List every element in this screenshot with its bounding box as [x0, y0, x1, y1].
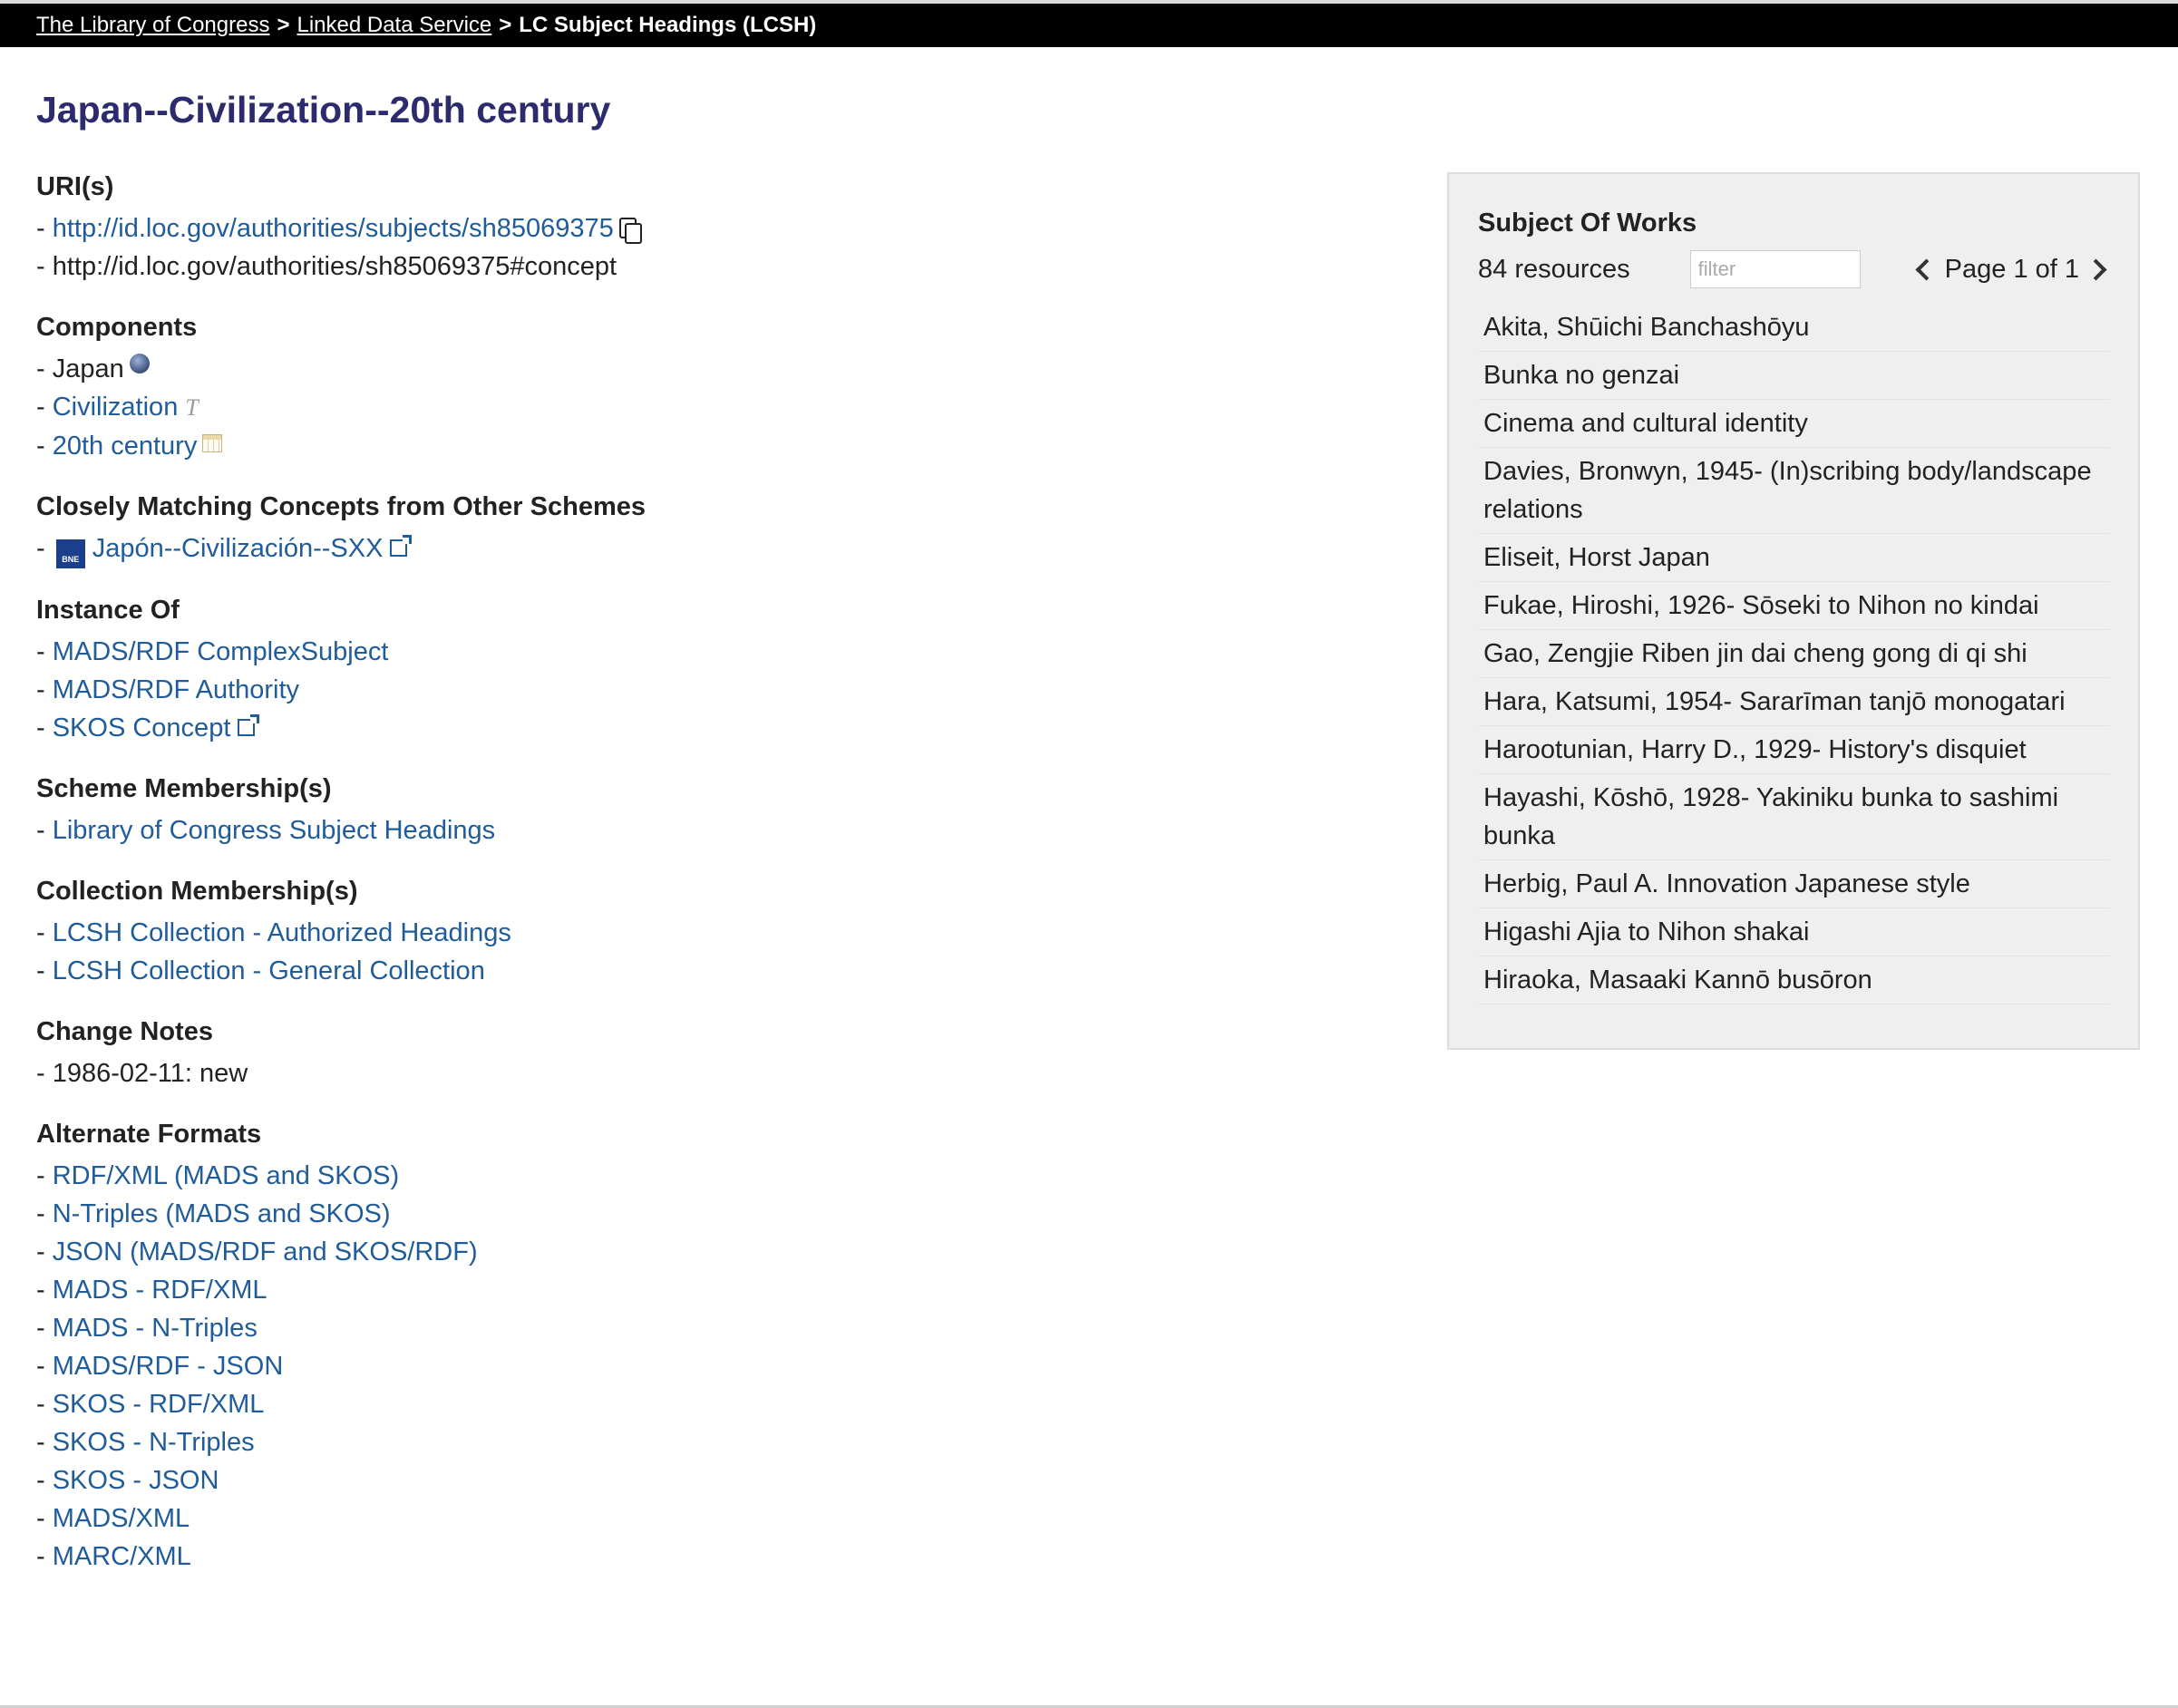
external-link-icon[interactable]	[390, 539, 407, 557]
breadcrumb	[0, 0, 2178, 47]
list-item[interactable]: Harootunian, Harry D., 1929- History's disquiet	[1478, 726, 2109, 774]
component-row: - Civilization T	[36, 388, 1378, 427]
list-item[interactable]: Higashi Ajia to Nihon shakai	[1478, 908, 2109, 956]
change-notes-section	[36, 1017, 1378, 1092]
instance-of-heading: Instance Of	[36, 596, 180, 626]
collection-membership-section	[36, 877, 1378, 990]
format-row: - N-Triples (MADS and SKOS)	[36, 1199, 391, 1229]
format-link[interactable]: MARC/XML	[52, 1542, 191, 1572]
component-civilization-link[interactable]: Civilization	[52, 393, 179, 422]
instance-of-link[interactable]: MADS/RDF ComplexSubject	[52, 637, 389, 667]
format-row: - MADS/XML	[36, 1504, 190, 1534]
collection-membership-link[interactable]: LCSH Collection - General Collection	[52, 956, 485, 986]
scheme-membership-heading: Scheme Membership(s)	[36, 774, 332, 804]
list-item[interactable]: Cinema and cultural identity	[1478, 400, 2109, 448]
closely-matching-heading: Closely Matching Concepts from Other Schemes	[36, 492, 646, 522]
page-title: Japan--Civilization--20th century	[36, 89, 611, 131]
instance-of-link[interactable]: SKOS Concept	[52, 713, 231, 743]
list-item[interactable]: Hiraoka, Masaaki Kannō busōron	[1478, 956, 2109, 1004]
component-20th-century-link[interactable]: 20th century	[52, 432, 198, 461]
list-item[interactable]: Fukae, Hiroshi, 1926- Sōseki to Nihon no kindai	[1478, 582, 2109, 630]
scheme-membership-row: - Library of Congress Subject Headings	[36, 816, 496, 846]
breadcrumb-current: LC Subject Headings (LCSH)	[519, 13, 817, 37]
alternate-formats-heading: Alternate Formats	[36, 1120, 262, 1150]
closely-matching-section	[36, 492, 1378, 568]
breadcrumb-separator: >	[499, 13, 512, 37]
instance-of-section	[36, 596, 1378, 747]
instance-of-link[interactable]: MADS/RDF Authority	[52, 675, 300, 705]
chevron-left-icon[interactable]	[1915, 258, 1937, 280]
instance-of-row: - SKOS Concept	[36, 709, 1378, 747]
component-row: - 20th century	[36, 427, 1378, 465]
format-row: - MARC/XML	[36, 1542, 191, 1572]
list-item[interactable]: Hara, Katsumi, 1954- Sararīman tanjō monogatari	[1478, 678, 2109, 726]
format-link[interactable]: SKOS - JSON	[52, 1466, 219, 1496]
format-link[interactable]: RDF/XML (MADS and SKOS)	[52, 1161, 400, 1191]
geographic-icon	[130, 354, 150, 374]
bne-logo-icon: BNE	[56, 539, 85, 568]
alternate-formats-section	[36, 1120, 1378, 1576]
list-item[interactable]: Hayashi, Kōshō, 1928- Yakiniku bunka to sashimi bunka	[1478, 774, 2109, 860]
format-row: - SKOS - JSON	[36, 1466, 219, 1496]
format-row: - MADS - RDF/XML	[36, 1276, 267, 1305]
collection-membership-row: - LCSH Collection - General Collection	[36, 956, 485, 986]
list-item[interactable]: Eliseit, Horst Japan	[1478, 534, 2109, 582]
collection-membership-heading: Collection Membership(s)	[36, 877, 358, 907]
format-link[interactable]: SKOS - N-Triples	[52, 1428, 255, 1458]
breadcrumb-link-linked-data-service[interactable]: Linked Data Service	[297, 13, 492, 37]
filter-input[interactable]	[1690, 250, 1861, 288]
change-note-row: - 1986-02-11: new	[36, 1059, 248, 1089]
page-indicator: Page 1 of 1	[1944, 254, 2079, 284]
change-notes-heading: Change Notes	[36, 1017, 213, 1047]
list-item[interactable]: Bunka no genzai	[1478, 352, 2109, 400]
uri-primary-link[interactable]: http://id.loc.gov/authorities/subjects/sh85069375	[52, 214, 614, 243]
format-link[interactable]: MADS - RDF/XML	[52, 1276, 267, 1305]
breadcrumb-separator: >	[277, 13, 290, 37]
format-row: - SKOS - N-Triples	[36, 1428, 255, 1458]
instance-of-row: - MADS/RDF ComplexSubject	[36, 637, 389, 667]
collection-membership-row: - LCSH Collection - Authorized Headings	[36, 918, 511, 948]
closely-matching-row: - BNE Japón--Civilización--SXX	[36, 529, 1378, 568]
uris-heading: URI(s)	[36, 172, 114, 201]
uri-concept-text: http://id.loc.gov/authorities/sh85069375#concept	[52, 252, 617, 281]
scheme-membership-link[interactable]: Library of Congress Subject Headings	[52, 816, 496, 846]
works-list	[1478, 304, 2109, 1004]
format-link[interactable]: JSON (MADS/RDF and SKOS/RDF)	[52, 1237, 478, 1267]
change-note-text: 1986-02-11: new	[52, 1059, 248, 1089]
subject-of-works-heading: Subject Of Works	[1478, 209, 1697, 238]
format-link[interactable]: MADS/XML	[52, 1504, 190, 1534]
format-link[interactable]: SKOS - RDF/XML	[52, 1390, 265, 1420]
resources-toolbar	[1478, 249, 2109, 289]
instance-of-row: - MADS/RDF Authority	[36, 675, 300, 705]
format-row: - MADS - N-Triples	[36, 1314, 258, 1344]
format-row: - SKOS - RDF/XML	[36, 1390, 265, 1420]
format-link[interactable]: MADS/RDF - JSON	[52, 1352, 284, 1382]
component-japan: Japan	[52, 354, 124, 383]
scheme-membership-section	[36, 774, 1378, 849]
external-link-icon[interactable]	[238, 719, 255, 736]
closely-matching-link[interactable]: Japón--Civilización--SXX	[92, 534, 384, 564]
chronological-icon	[202, 434, 222, 452]
format-row: - RDF/XML (MADS and SKOS)	[36, 1161, 400, 1191]
collection-membership-link[interactable]: LCSH Collection - Authorized Headings	[52, 918, 511, 948]
components-section	[36, 313, 1378, 465]
chevron-right-icon[interactable]	[2085, 258, 2106, 280]
subject-of-works-panel	[1447, 172, 2140, 1050]
main-content	[36, 172, 1378, 1603]
list-item[interactable]: Davies, Bronwyn, 1945- (In)scribing body/landscape relations	[1478, 448, 2109, 534]
format-link[interactable]: MADS - N-Triples	[52, 1314, 258, 1344]
copy-icon[interactable]	[619, 218, 639, 241]
uris-section	[36, 172, 1378, 286]
breadcrumb-link-library-of-congress[interactable]: The Library of Congress	[36, 13, 270, 37]
components-heading: Components	[36, 313, 198, 342]
resource-count: 84 resources	[1478, 254, 1630, 284]
list-item[interactable]: Herbig, Paul A. Innovation Japanese style	[1478, 860, 2109, 908]
format-row: - MADS/RDF - JSON	[36, 1352, 284, 1382]
topic-icon: T	[185, 394, 199, 422]
list-item[interactable]: Akita, Shūichi Banchashōyu	[1478, 304, 2109, 352]
format-link[interactable]: N-Triples (MADS and SKOS)	[52, 1199, 391, 1229]
component-row: - Japan	[36, 350, 1378, 388]
uri-concept-row: - http://id.loc.gov/authorities/sh85069375#concept	[36, 252, 617, 281]
list-item[interactable]: Gao, Zengjie Riben jin dai cheng gong di qi shi	[1478, 630, 2109, 678]
uri-primary-row: - http://id.loc.gov/authorities/subjects/sh85069375	[36, 209, 1378, 247]
pagination	[1919, 255, 2109, 285]
format-row: - JSON (MADS/RDF and SKOS/RDF)	[36, 1237, 478, 1267]
